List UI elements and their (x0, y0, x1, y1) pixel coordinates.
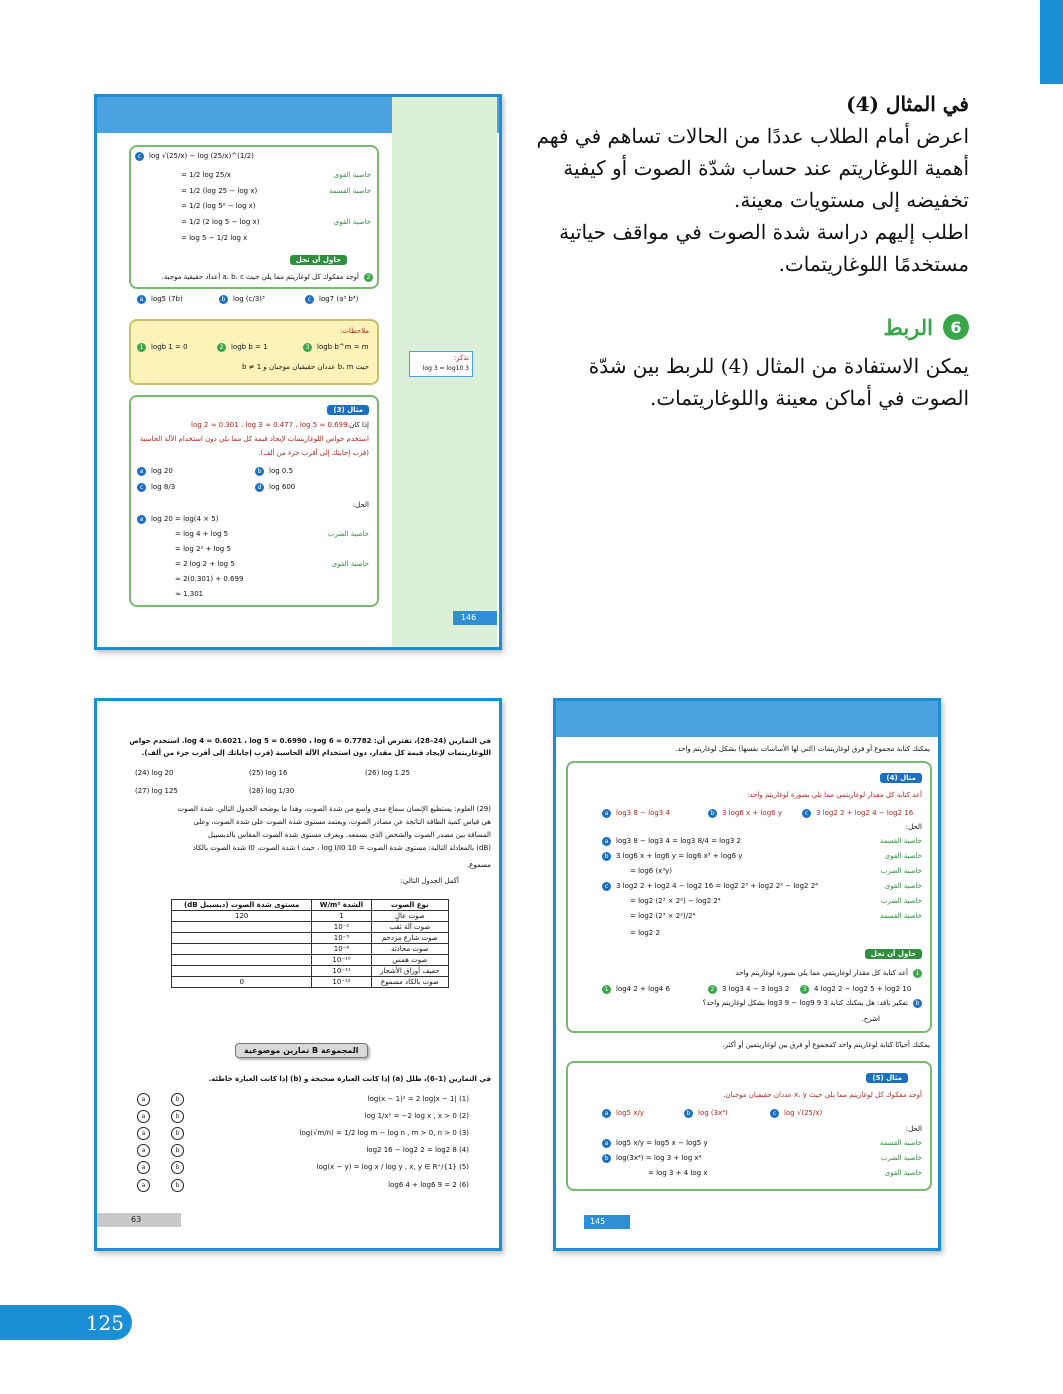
explain: اشرح. (861, 1015, 880, 1023)
sol-step-5: ≈ 2(0.301) + 0.699 (175, 575, 244, 583)
prop-1: خاصية القسمة (879, 837, 922, 845)
section-paragraph: يمكن الاستفادة من المثال (4) للربط بين شدّة الصوت في أماكن معينة واللوغاريتمات. (588, 354, 969, 410)
note-1: logb 1 = 0 (151, 343, 188, 351)
tf-item-2: log 1/x² = −2 log x , x > 0 (2) (364, 1112, 469, 1120)
textbook-page-146 (94, 94, 502, 650)
tf-item-3: log(√m/n) = 1/2 log m − log n , m > 0, n > 0 (3) (299, 1129, 469, 1137)
cell: 10⁻¹² (312, 977, 371, 988)
sol-step-6: ≈ 1.301 (175, 590, 204, 598)
example-paragraph-2: اطلب إليهم دراسة شدة الصوت في مواقف حياتية مستخدمًا اللوغاريتمات. (559, 220, 969, 276)
ex3-c-marker: c (137, 483, 146, 492)
table-row (172, 922, 449, 933)
solution-label: الحل: (905, 823, 922, 831)
cell: 10⁻⁶ (312, 944, 371, 955)
critical-thinking: تفكير ناقد: هل يمكنك كتابة 3 log3 9 − log9 9 بشكل لوغاريتم واحد؟ (702, 999, 908, 1007)
example-3-question-1: استخدم خواص اللوغاريتمات لإيجاد قيمة كل مما يلي دون استخدام الآلة الحاسبة (139, 435, 369, 443)
sound-level-table (171, 899, 449, 988)
try-marker-1: 1 (602, 985, 611, 994)
ex3-b-marker: b (255, 467, 264, 476)
option-b-5[interactable]: b (171, 1161, 184, 1174)
ex4-a-marker: a (602, 809, 611, 818)
cell: صوت شارع مزدحم (371, 933, 448, 944)
sol-a-marker: a (602, 837, 611, 846)
option-b-4[interactable]: b (171, 1144, 184, 1157)
cell (172, 922, 312, 933)
try-number-2: 2 (364, 273, 373, 282)
page-header-band (556, 701, 938, 737)
option-a-1[interactable]: a (137, 1093, 150, 1106)
sol-prop-1: خاصية الضرب (327, 530, 369, 538)
option-a-3[interactable]: a (137, 1127, 150, 1140)
c-expression: log √(25/x) − log (25/x)^(1/2) (149, 152, 254, 160)
exercise-28: (28) log 1/30 (249, 787, 295, 795)
table-row (172, 955, 449, 966)
option-b-2[interactable]: b (171, 1110, 184, 1123)
reminder-box (409, 351, 473, 377)
prop-3: خاصية الضرب (880, 867, 922, 875)
sol-step-2: = log 4 + log 5 (175, 530, 229, 538)
sol-b-2: = log6 (x³y) (630, 867, 672, 875)
example-3-given: إذا كان: (346, 421, 369, 429)
sol-b-1: 3 log6 x + log6 y = log6 x³ + log6 y (616, 852, 743, 860)
ex4-item-a: log3 8 − log3 4 (616, 809, 670, 817)
cell: 10⁻¹⁰ (312, 955, 371, 966)
example-3-values: log 2 ≈ 0.301 ، log 3 ≈ 0.477 ، log 5 ≈ 0.699 (191, 421, 348, 429)
reminder-label: تذكر: (453, 354, 469, 362)
notes-label: ملاحظات: (339, 327, 369, 335)
cell (172, 966, 312, 977)
try-item-b: log (c/3)³ (233, 295, 265, 303)
option-b-1[interactable]: b (171, 1093, 184, 1106)
prop-5: خاصية الضرب (880, 897, 922, 905)
ex5-item-a: log5 x/y (616, 1109, 644, 1117)
cell (172, 955, 312, 966)
prop2-3: خاصية القوى (884, 1169, 922, 1177)
tf-item-5: log(x − y) = log x / log y , x, y ∈ R⁺/{1} (5) (316, 1163, 469, 1171)
example-5-box (566, 1061, 932, 1191)
tf-item-1: log(x − 1)² = 2 log|x − 1| (1) (367, 1095, 469, 1103)
problem-29-line-3: المسافة بين مصدر الصوت والشخص الذي يسمعه. ويعرف مستوى شدة الصوت المقاس بالديسيبل (207, 831, 491, 839)
textbook-page-145 (553, 698, 941, 1251)
think-marker: b (913, 999, 922, 1008)
header-sound-type: نوع الصوت (371, 900, 448, 911)
ex4-item-c: 3 log2 2 + log2 4 − log2 16 (816, 809, 914, 817)
prop-4: خاصية القوى (884, 882, 922, 890)
note-marker-2: 2 (217, 343, 226, 352)
sol2-a-marker: a (602, 1139, 611, 1148)
try-question: أعد كتابة كل مقدار لوغاريتمي مما يلي بصورة لوغاريتم واحد (735, 969, 908, 977)
table-row (172, 966, 449, 977)
example-3-tag: مثال (3) (327, 405, 369, 415)
ex5-a-marker: a (602, 1109, 611, 1118)
prop2-2: خاصية الضرب (880, 1154, 922, 1162)
tf-item-6: log6 4 + log6 9 = 2 (6) (388, 1181, 469, 1189)
table-row (172, 944, 449, 955)
cell: 120 (172, 911, 312, 922)
exercise-26: (26) log 1.25 (365, 769, 411, 777)
page-number: 63 (131, 1215, 142, 1224)
solution-label-2: الحل: (905, 1125, 922, 1133)
instructions-line-2: اللوغاريتمات لإيجاد قيمة كل مقدار، دون استخدام الآلة الحاسبة (قرب إجاباتك إلى أقرب جزء من ألف). (141, 749, 491, 757)
example-4-question: أعد كتابة كل مقدار لوغاريتمي مما يلي بصورة لوغاريتم واحد: (747, 791, 922, 799)
step-5: = log 5 − 1/2 log x (181, 234, 248, 242)
note-3: logb b^m = m (317, 343, 369, 351)
option-a-2[interactable]: a (137, 1110, 150, 1123)
true-false-instructions: في التمارين (1–6)، ظلل (a) إذا كانت العبارة صحيحة و (b) إذا كانت العبارة خاطئة. (208, 1075, 491, 1083)
step-3: = 1/2 (log 5² − log x) (181, 202, 256, 210)
cell: 0 (172, 977, 312, 988)
try-item-1: log4 2 + log4 6 (616, 985, 670, 993)
cell: صوت عالٍ (371, 911, 448, 922)
ex5-c-marker: c (770, 1109, 779, 1118)
ex4-c-marker: c (802, 809, 811, 818)
sol-prop-2: خاصية القوى (331, 560, 369, 568)
ex3-d-marker: d (255, 483, 264, 492)
try-item-3: 4 log2 2 − log2 5 + log2 10 (814, 985, 912, 993)
exercise-27: (27) log 125 (135, 787, 178, 795)
intro-text: يمكنك كتابة مجموع أو فرق لوغاريتمات (التي لها الأساسات نفسها) بشكل لوغاريتم واحد. (675, 745, 930, 753)
header-intensity: الشدة W/m² (312, 900, 371, 911)
step-1: = 1/2 log 25/x (181, 171, 231, 179)
example-paragraph-1: اعرض أمام الطلاب عددًا من الحالات تساهم في فهم أهمية اللوغاريتم عند حساب شدّة الصوت أو كيفية تخفيضه إلى مستويات معينة. (536, 124, 969, 212)
teacher-example-block (529, 88, 969, 280)
option-b-6[interactable]: b (171, 1179, 184, 1192)
table-row (172, 933, 449, 944)
option-a-6[interactable]: a (137, 1179, 150, 1192)
sol2-b-1: log(3x⁴) = log 3 + log x⁴ (616, 1154, 702, 1162)
sol-b-marker: b (602, 852, 611, 861)
ex3-item-b: log 0.5 (269, 467, 294, 475)
try-tag: حاول أن تحل (290, 255, 347, 265)
cell: 1 (312, 911, 371, 922)
sol-a: log3 8 − log3 4 = log3 8/4 = log3 2 (616, 837, 741, 845)
textbook-page-63 (94, 698, 502, 1251)
ex4-item-b: 3 log6 x + log6 y (722, 809, 782, 817)
intro-text-2: يمكنك أحيانًا كتابة لوغاريتم واحد كمجموع أو فرق بين لوغاريتمين أو أكثر. (722, 1041, 930, 1049)
sol-a-marker: a (137, 515, 146, 524)
group-b-heading: المجموعة B تمارين موضوعية (235, 1043, 368, 1058)
option-a-5[interactable]: a (137, 1161, 150, 1174)
prop2-1: خاصية القسمة (879, 1139, 922, 1147)
note-marker-1: 1 (137, 343, 146, 352)
guide-page-number: 125 (0, 1305, 132, 1340)
ex5-item-b: log (3x⁴) (698, 1109, 728, 1117)
reminder-formula: log 3 = log10 3 (422, 365, 469, 372)
ex3-item-d: log 600 (269, 483, 296, 491)
prop-2: خاصية القوى (884, 852, 922, 860)
problem-29-line-1: (29) العلوم: يستطيع الإنسان سماع مدى واسع من شدة الصوت، وهذا ما يوضحه الجدول التالي. شدة الصوت (177, 805, 491, 813)
problem-29-line-4: (dB) بالمعادلة التالية: مستوى شدة الصوت = 10 log I/I0 ، حيث I شدة الصوت، I0 شدة الصوت بالكاد (192, 844, 491, 852)
step-2: = 1/2 (log 25 − log x) (181, 187, 258, 195)
table-row (172, 977, 449, 988)
try-marker-3: 3 (800, 985, 809, 994)
prop-label-3: خاصية القوى (333, 218, 371, 226)
cell: 10⁻⁵ (312, 933, 371, 944)
note-marker-3: 3 (303, 343, 312, 352)
sol-step-4: = 2 log 2 + log 5 (175, 560, 235, 568)
try-item-a: log5 (7b) (151, 295, 183, 303)
section-title: الربط (883, 314, 933, 340)
example-title: في المثال (4) (846, 92, 969, 116)
prop-label-1: خاصية القوى (333, 171, 371, 179)
notes-box (129, 319, 379, 385)
sol2-a: log5 x/y = log5 x − log5 y (616, 1139, 708, 1147)
worked-example-box (129, 145, 379, 289)
sol-c-2: = log2 (2³ × 2²) − log2 2⁴ (630, 897, 721, 905)
page-number: 145 (590, 1217, 606, 1226)
ex3-item-a: log 20 (151, 467, 173, 475)
section-heading (883, 314, 969, 340)
page-number: 146 (461, 613, 477, 622)
try-item-c: log7 (a³ b⁴) (319, 295, 359, 303)
cell: صوت همس (371, 955, 448, 966)
try-marker-2: 2 (708, 985, 717, 994)
try-number-1: 1 (913, 969, 922, 978)
ex4-b-marker: b (708, 809, 717, 818)
prop-label-2: خاصية القسمة (328, 187, 371, 195)
sol-c-marker: c (602, 882, 611, 891)
exercise-25: (25) log 16 (249, 769, 288, 777)
cell (172, 933, 312, 944)
ex3-a-marker: a (137, 467, 146, 476)
sol-c-1: 3 log2 2 + log2 4 − log2 16 = log2 2³ + log2 2² − log2 2⁴ (616, 882, 818, 890)
problem-29-line-6: أكمل الجدول التالي: (400, 877, 459, 885)
cell: صوت محادثة (371, 944, 448, 955)
example-5-question: أوجد مفكوك كل لوغاريتم مما يلي حيث x، y عددان حقيقيان موجبان. (723, 1091, 922, 1099)
sol2-b-marker: b (602, 1154, 611, 1163)
ex3-item-c: log 8/3 (151, 483, 176, 491)
prop-6: خاصية القسمة (879, 912, 922, 920)
example-3-box (129, 395, 379, 607)
cell: 10⁻² (312, 922, 371, 933)
cell: صوت آلة ثقب (371, 922, 448, 933)
sol-step-1: log 20 = log(4 × 5) (151, 515, 219, 523)
notes-condition: حيث b، m عددان حقيقيان موجبان و b ≠ 1 (241, 363, 369, 371)
tf-item-4: log2 16 − log2 2 = log2 8 (4) (366, 1146, 469, 1154)
problem-29-line-5: مسموع. (466, 861, 491, 869)
try-question: أوجد مفكوك كل لوغاريتم مما يلي حيث a، b، c أعداد حقيقية موجبة. (161, 273, 359, 281)
try-a-marker: a (137, 295, 146, 304)
problem-29-line-2: هي قياس كمية الطاقة الناتجة عن مصادر الصوت، ويعتمد مستوى شدة الصوت على شدة الصوت، وعلى (193, 818, 491, 826)
header-color-bar (1040, 0, 1063, 84)
cell: صوت بالكاد مسموع (371, 977, 448, 988)
sol-c-3: = log2 (2³ × 2²)/2⁴ (630, 912, 696, 920)
example-4-box (566, 761, 932, 1033)
cell (172, 944, 312, 955)
example-3-question-2: (قرب إجابتك إلى أقرب جزء من ألف). (258, 449, 369, 457)
option-a-4[interactable]: a (137, 1144, 150, 1157)
header-level: مستوى شدة الصوت (ديسيبل dB) (172, 900, 312, 911)
ex5-b-marker: b (684, 1109, 693, 1118)
try-b-marker: b (219, 295, 228, 304)
section-number: 6 (943, 314, 969, 340)
try-tag: حاول أن تحل (865, 949, 922, 959)
table-row (172, 911, 449, 922)
example-4-tag: مثال (4) (880, 773, 922, 783)
sol-step-3: = log 2² + log 5 (175, 545, 231, 553)
instructions-line-1: في التمارين (24–28)، تفترض أن: log 4 ≈ 0.6021 ، log 5 ≈ 0.6990 ، log 6 ≈ 0.7782. استخدم خواص (129, 737, 491, 745)
cell: حفيف أوراق الأشجار (371, 966, 448, 977)
try-c-marker: c (305, 295, 314, 304)
sol2-b-2: = log 3 + 4 log x (648, 1169, 708, 1177)
option-b-3[interactable]: b (171, 1127, 184, 1140)
sol-c-4: = log2 2 (630, 929, 660, 937)
step-4: = 1/2 (2 log 5 − log x) (181, 218, 260, 226)
try-item-2: 3 log3 4 − 3 log3 2 (722, 985, 790, 993)
example-5-tag: مثال (5) (866, 1073, 908, 1083)
note-2: logb b = 1 (231, 343, 268, 351)
item-c-marker: c (135, 152, 144, 161)
exercise-24: (24) log 20 (135, 769, 174, 777)
solution-label: الحل: (352, 501, 369, 509)
ex5-item-c: log √(25/x) (784, 1109, 823, 1117)
cell: 10⁻¹¹ (312, 966, 371, 977)
